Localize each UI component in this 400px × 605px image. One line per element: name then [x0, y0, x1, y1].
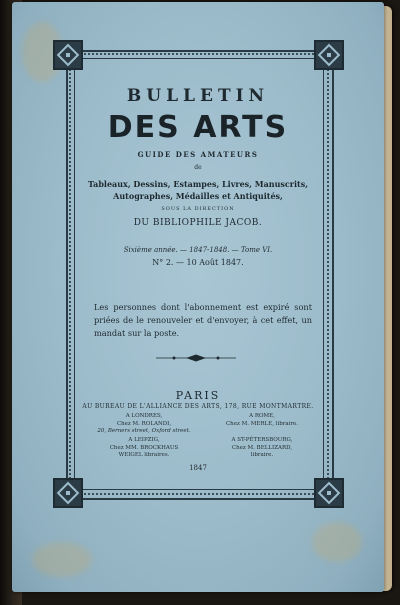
issue-line: N° 2. — 10 Août 1847.	[152, 258, 244, 267]
contents-line-2: Autographes, Médailles et Antiquités,	[113, 191, 283, 201]
contents-line-1: Tableaux, Dessins, Estampes, Livres, Manuscrits,	[87, 179, 309, 189]
agent-stpetersburg-label: A ST-PÉTERSBOURG,	[231, 437, 293, 443]
agent-rome	[212, 413, 312, 428]
imprint-publisher: AU BUREAU DE L'ALLIANCE DES ARTS, 178, RUE MONTMARTRE.	[82, 403, 314, 410]
corner-ornament-bottom-left	[53, 478, 83, 508]
edition-label: SOUS LA DIRECTION	[161, 206, 235, 212]
agent-rome-name: Chez M. MERLE, libraire.	[225, 420, 299, 427]
subscription-notice: Les personnes dont l'abonnement est expiré sont priées de le renouveler et d'envoyer, à cet effet, un mandat sur la poste.	[94, 302, 312, 338]
stain	[312, 522, 362, 562]
agent-london-label: A LONDRES,	[125, 413, 163, 419]
agent-london	[94, 413, 194, 436]
volume-line: Sixième année. — 1847-1848. — Tome VI.	[123, 246, 273, 254]
corner-ornament-bottom-right	[314, 478, 344, 508]
agent-leipzig-name: Chez MM. BROCKHAUS	[109, 444, 179, 451]
ornamental-divider	[156, 354, 236, 362]
stain	[32, 542, 92, 577]
agent-stpetersburg	[212, 437, 312, 460]
agent-leipzig-label: A LEIPZIG,	[128, 437, 160, 443]
imprint-year: 1847	[189, 464, 207, 472]
title-bulletin: BULLETIN	[126, 86, 270, 106]
agent-stpetersburg-note: libraire.	[250, 452, 274, 458]
page-title: DES ARTS	[107, 110, 289, 145]
connector-text: de	[194, 164, 202, 171]
agent-leipzig-name-2: WEIGEL libraires.	[118, 452, 170, 458]
corner-ornament-top-right	[314, 40, 344, 70]
corner-ornament-top-left	[53, 40, 83, 70]
agent-london-name: Chez M. ROLANDI,	[116, 420, 172, 427]
editor-name: DU BIBLIOPHILE JACOB.	[133, 218, 263, 228]
agent-leipzig	[94, 437, 194, 460]
agent-stpetersburg-name: Chez M. BELLIZARD,	[231, 444, 293, 451]
imprint-city: PARIS	[175, 389, 221, 402]
agent-rome-label: A ROME,	[249, 413, 275, 419]
subtitle: GUIDE DES AMATEURS	[137, 150, 259, 159]
agent-london-address: 20, Berners street, Oxford street.	[97, 428, 191, 434]
